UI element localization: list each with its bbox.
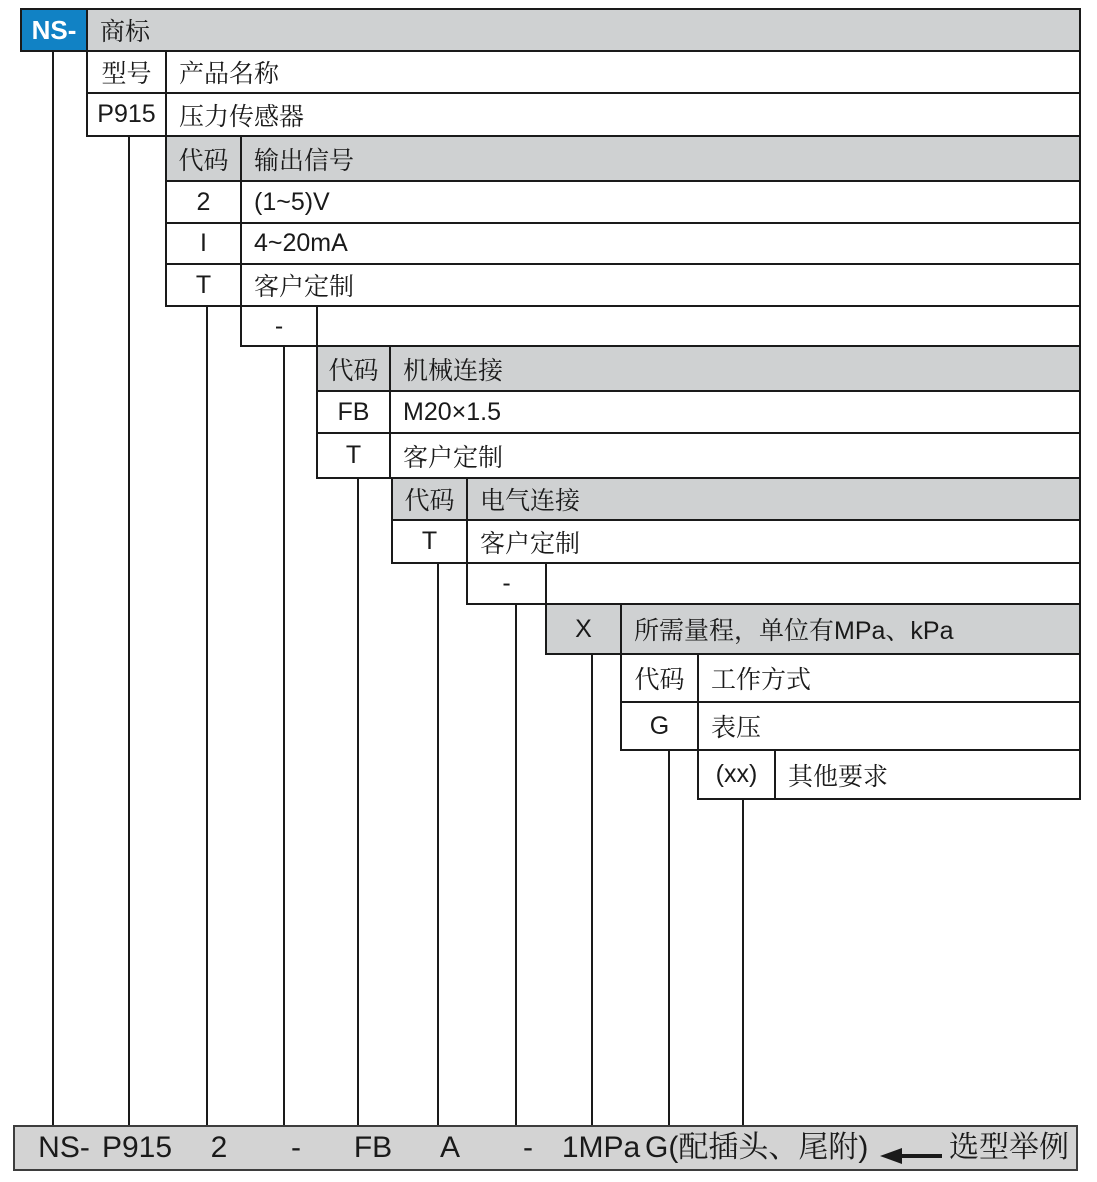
connector-line-p915 bbox=[128, 135, 130, 1127]
row-mode-g bbox=[620, 701, 1081, 751]
dash-1-label bbox=[318, 307, 1079, 345]
row-model-header bbox=[86, 50, 1081, 94]
example-token-dash2: - bbox=[523, 1131, 533, 1164]
other-label-xx: 其他要求 bbox=[788, 762, 889, 791]
model-header-label: 产品名称 bbox=[179, 60, 280, 88]
mode-label-g: 表压 bbox=[711, 714, 762, 742]
dash-2-code: - bbox=[468, 564, 547, 603]
mode-header-code: 代码 bbox=[622, 655, 699, 701]
electrical-code-t: T bbox=[393, 521, 468, 562]
example-token-2: 2 bbox=[210, 1131, 228, 1164]
brand-prefix-box: NS- bbox=[20, 8, 88, 52]
model-header-code: 型号 bbox=[88, 52, 167, 92]
connector-line-range bbox=[591, 653, 593, 1127]
example-caption: 选型举例 bbox=[949, 1131, 1069, 1164]
row-mechanical-header bbox=[316, 345, 1081, 392]
dash-1-code: - bbox=[242, 307, 318, 345]
row-electrical-header bbox=[391, 477, 1081, 521]
row-output-code-i bbox=[165, 222, 1081, 265]
row-dash-separator-2 bbox=[466, 562, 1081, 605]
output-code-2: 2 bbox=[167, 182, 242, 222]
connector-line-other bbox=[742, 798, 744, 1127]
row-mode-header bbox=[620, 653, 1081, 703]
connector-line-ns bbox=[52, 50, 54, 1127]
output-code-t: T bbox=[167, 265, 242, 305]
trademark-label: 商标 bbox=[100, 18, 151, 46]
mechanical-header-label: 机械连接 bbox=[403, 356, 504, 385]
row-trademark bbox=[86, 8, 1081, 52]
electrical-label-t: 客户定制 bbox=[480, 529, 581, 558]
model-code: P915 bbox=[88, 94, 167, 135]
example-code-bar bbox=[13, 1125, 1078, 1171]
mechanical-label-t: 客户定制 bbox=[403, 443, 504, 472]
mechanical-header-code: 代码 bbox=[318, 347, 391, 390]
example-token-a: A bbox=[439, 1131, 461, 1164]
connector-line-output bbox=[206, 305, 208, 1127]
connector-line-electrical bbox=[437, 562, 439, 1127]
example-token-fb: FB bbox=[353, 1131, 393, 1164]
range-label-x: 所需量程，单位有MPa、kPa bbox=[634, 617, 954, 645]
dash-2-label bbox=[547, 564, 1079, 603]
mechanical-code-fb: FB bbox=[318, 392, 391, 432]
electrical-header-code: 代码 bbox=[393, 479, 468, 519]
output-label-t: 客户定制 bbox=[254, 273, 355, 301]
example-token-dash1: - bbox=[291, 1131, 301, 1164]
model-label: 压力传感器 bbox=[179, 102, 305, 131]
output-signal-header-label: 输出信号 bbox=[254, 146, 355, 175]
connector-line-dash-1 bbox=[283, 345, 285, 1127]
example-token-ns: NS- bbox=[38, 1131, 90, 1164]
row-electrical-t bbox=[391, 519, 1081, 564]
row-model-p915 bbox=[86, 92, 1081, 137]
row-output-signal-header bbox=[165, 135, 1081, 182]
other-code-xx: (xx) bbox=[699, 751, 776, 798]
row-output-code-t bbox=[165, 263, 1081, 307]
example-token-p915: P915 bbox=[101, 1131, 173, 1164]
connector-line-mode bbox=[668, 749, 670, 1127]
connector-line-mechanical bbox=[357, 477, 359, 1127]
row-range-x bbox=[545, 603, 1081, 655]
row-dash-separator-1 bbox=[240, 305, 1081, 347]
connector-line-dash-2 bbox=[515, 603, 517, 1127]
row-mechanical-fb bbox=[316, 390, 1081, 434]
example-token-g-plug: G(配插头、尾附) bbox=[645, 1131, 869, 1164]
output-signal-header-code: 代码 bbox=[167, 137, 242, 180]
example-token-1mpa: 1MPa bbox=[561, 1131, 641, 1164]
output-label-2: (1~5)V bbox=[254, 187, 330, 216]
electrical-header-label: 电气连接 bbox=[480, 487, 581, 515]
row-output-code-2 bbox=[165, 180, 1081, 224]
mechanical-label-fb: M20×1.5 bbox=[403, 397, 501, 426]
output-code-i: I bbox=[167, 224, 242, 263]
range-code-x: X bbox=[547, 605, 622, 653]
mode-code-g: G bbox=[622, 703, 699, 749]
mode-header-label: 工作方式 bbox=[711, 666, 812, 694]
row-mechanical-t bbox=[316, 432, 1081, 479]
arrow-left-icon bbox=[880, 1139, 942, 1157]
mechanical-code-t: T bbox=[318, 434, 391, 477]
output-label-i: 4~20mA bbox=[254, 229, 348, 257]
row-other-xx bbox=[697, 749, 1081, 800]
